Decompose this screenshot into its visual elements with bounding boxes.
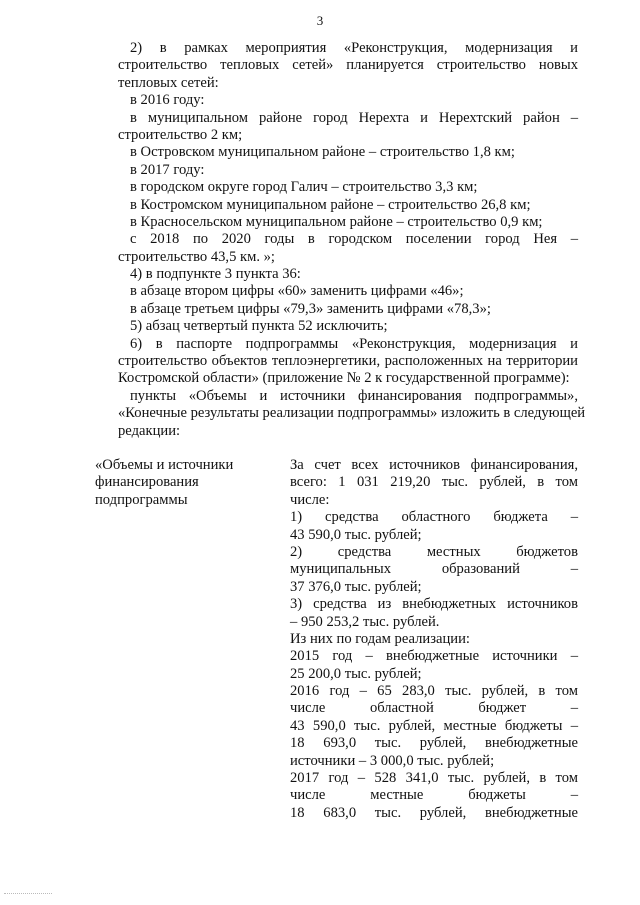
paragraph-line: в 2016 году: — [130, 92, 205, 109]
table-left-line: подпрограммы — [95, 491, 188, 508]
document-body — [118, 40, 586, 440]
paragraph-line: в 2017 году: — [130, 161, 205, 178]
passport-table — [85, 457, 585, 837]
table-right-line: 2) средства местных бюджетов — [290, 543, 578, 560]
table-right-line: 43 590,0 тыс. рублей; — [290, 526, 422, 543]
paragraph-line: в Красносельском муниципальном районе – строительство 0,9 км; — [130, 213, 543, 230]
paragraph-line: строительство 2 км; — [118, 126, 243, 143]
table-right-line: 25 200,0 тыс. рублей; — [290, 665, 422, 682]
paragraph-line: редакции: — [118, 422, 181, 439]
paragraph-line: строительство 43,5 км. »; — [118, 248, 275, 265]
paragraph-line: 5) абзац четвертый пункта 52 исключить; — [130, 318, 388, 335]
paragraph-line: в муниципальном районе город Нерехта и Нерехтский район – — [130, 109, 578, 126]
table-right-column — [290, 457, 578, 822]
paragraph-line: тепловых сетей: — [118, 74, 219, 91]
table-right-line: 18 693,0 тыс. рублей, внебюджетные — [290, 735, 578, 752]
table-right-line: 18 683,0 тыс. рублей, внебюджетные — [290, 804, 578, 821]
paragraph-line: пункты «Объемы и источники финансирования подпрограммы», — [130, 387, 578, 404]
paragraph-line: в Костромском муниципальном районе – строительство 26,8 км; — [130, 196, 531, 213]
table-right-line: источники – 3 000,0 тыс. рублей; — [290, 752, 495, 769]
paragraph-line: в городском округе город Галич – строительство 3,3 км; — [130, 179, 478, 196]
paragraph-line: в Островском муниципальном районе – строительство 1,8 км; — [130, 144, 515, 161]
paragraph-line: строительство объектов теплоэнергетики, расположенных на территории — [118, 353, 578, 370]
table-left-line: «Объемы и источники — [95, 457, 234, 473]
table-right-line: За счет всех источников финансирования, — [290, 457, 578, 473]
table-right-line: 2015 год – внебюджетные источники – — [290, 648, 578, 665]
table-right-line: всего: 1 031 219,20 тыс. рублей, в том — [290, 474, 578, 491]
paragraph-line: в абзаце втором цифры «60» заменить цифрами «46»; — [130, 283, 464, 300]
paragraph-line: Костромской области» (приложение № 2 к государственной программе): — [118, 370, 570, 387]
table-left-line: финансирования — [95, 474, 199, 491]
table-right-line: числе: — [290, 491, 330, 508]
paragraph-line: с 2018 по 2020 годы в городском поселении город Нея – — [130, 231, 578, 248]
page-number: 3 — [316, 13, 324, 28]
paragraph-line: 4) в подпункте 3 пункта 36: — [130, 266, 301, 283]
table-right-line: числе местные бюджеты – — [290, 787, 578, 804]
paragraph-line: «Конечные результаты реализации подпрограммы» изложить в следующей — [118, 405, 586, 422]
table-right-line: – 950 253,2 тыс. рублей. — [290, 613, 440, 630]
table-right-line: числе областной бюджет – — [290, 700, 578, 717]
paragraph-line: строительство тепловых сетей» планируется строительство новых — [118, 57, 578, 74]
table-right-line: 3) средства из внебюджетных источников — [290, 596, 578, 613]
table-right-line: Из них по годам реализации: — [290, 630, 470, 647]
table-right-line: 37 376,0 тыс. рублей; — [290, 578, 422, 595]
table-right-line: 1) средства областного бюджета – — [290, 509, 578, 526]
table-right-line: 2016 год – 65 283,0 тыс. рублей, в том — [290, 683, 578, 700]
table-right-line: 2017 год – 528 341,0 тыс. рублей, в том — [290, 770, 578, 787]
table-left-column — [95, 457, 275, 509]
table-right-line: 43 590,0 тыс. рублей, местные бюджеты – — [290, 717, 578, 734]
paragraph-line: 6) в паспорте подпрограммы «Реконструкция, модернизация и — [130, 335, 578, 352]
table-right-line: муниципальных образований – — [290, 561, 578, 578]
paragraph-line: в абзаце третьем цифры «79,3» заменить цифрами «78,3»; — [130, 300, 491, 317]
paragraph-line: 2) в рамках мероприятия «Реконструкция, модернизация и — [130, 40, 578, 56]
scan-edge-mark — [4, 893, 52, 897]
